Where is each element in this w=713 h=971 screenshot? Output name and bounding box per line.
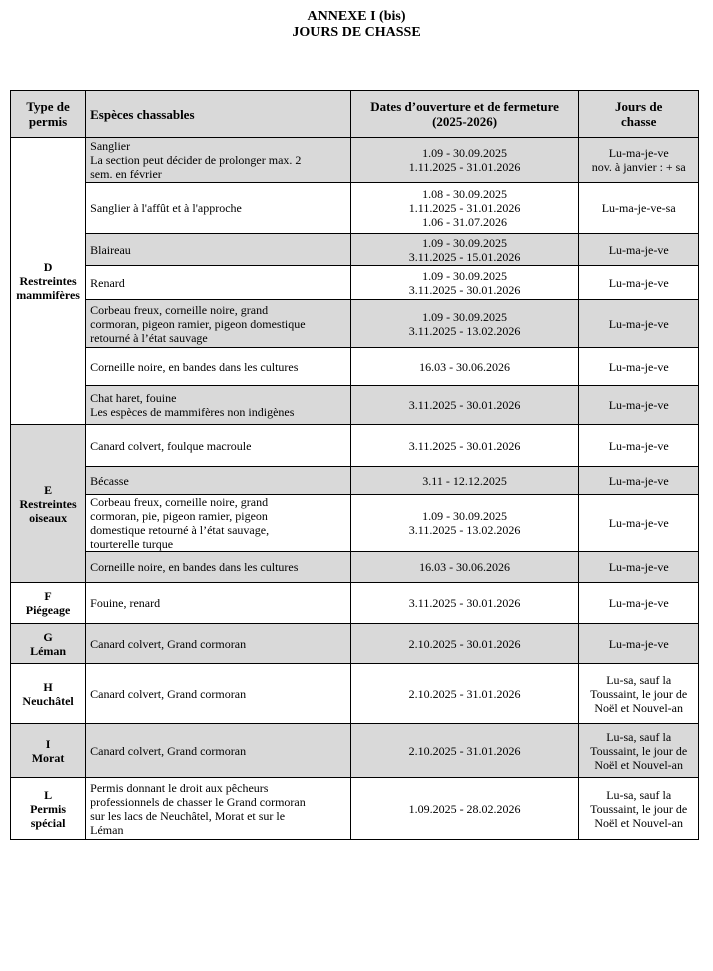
species-cell: Corneille noire, en bandes dans les cultures [86, 348, 351, 386]
title-line-1: ANNEXE I (bis) [307, 9, 406, 24]
table-row [11, 778, 699, 840]
table-header-row [11, 91, 699, 138]
permit-type-cell: H Neuchâtel [11, 664, 86, 724]
hunting-days-cell: Lu-ma-je-ve [579, 552, 699, 583]
table-row [11, 664, 699, 724]
table-row [11, 425, 699, 467]
dates-cell: 16.03 - 30.06.2026 [350, 552, 579, 583]
species-cell: Canard colvert, Grand cormoran [86, 624, 351, 664]
table-row [11, 266, 699, 300]
permit-type-cell: G Léman [11, 624, 86, 664]
permit-type-cell: D Restreintes mammifères [11, 138, 86, 425]
table-row [11, 234, 699, 266]
permit-type-cell: I Morat [11, 724, 86, 778]
hunting-days-cell: Lu-ma-je-ve [579, 234, 699, 266]
dates-cell: 3.11.2025 - 30.01.2026 [350, 583, 579, 624]
permit-type-cell: L Permis spécial [11, 778, 86, 840]
hunting-days-cell: Lu-ma-je-ve [579, 624, 699, 664]
dates-cell: 1.09 - 30.09.2025 3.11.2025 - 13.02.2026 [350, 300, 579, 348]
hunting-days-cell: Lu-sa, sauf la Toussaint, le jour de Noël et Nouvel-an [579, 778, 699, 840]
title-line-2: JOURS DE CHASSE [292, 25, 421, 40]
species-cell: Corbeau freux, corneille noire, grand cormoran, pie, pigeon ramier, pigeon domestique retourné à l’état sauvage, tourterelle turque [86, 495, 351, 552]
dates-cell: 1.09 - 30.09.2025 3.11.2025 - 30.01.2026 [350, 266, 579, 300]
hunting-days-cell: Lu-ma-je-ve-sa [579, 183, 699, 234]
hunting-days-cell: Lu-ma-je-ve [579, 425, 699, 467]
table-row [11, 138, 699, 183]
header-species: Espèces chassables [86, 91, 351, 138]
header-permit-type: Type de permis [11, 91, 86, 138]
species-cell: Corbeau freux, corneille noire, grand cormoran, pigeon ramier, pigeon domestique retourné à l’état sauvage [86, 300, 351, 348]
permit-type-cell: F Piégeage [11, 583, 86, 624]
species-cell: Canard colvert, Grand cormoran [86, 664, 351, 724]
dates-cell: 16.03 - 30.06.2026 [350, 348, 579, 386]
header-hunting-days: Jours de chasse [579, 91, 699, 138]
hunting-days-cell: Lu-ma-je-ve [579, 583, 699, 624]
hunting-days-cell: Lu-ma-je-ve [579, 348, 699, 386]
dates-cell: 2.10.2025 - 31.01.2026 [350, 664, 579, 724]
table-row [11, 183, 699, 234]
dates-cell: 3.11 - 12.12.2025 [350, 467, 579, 495]
hunting-days-cell: Lu-ma-je-ve [579, 386, 699, 425]
hunting-days-cell: Lu-sa, sauf la Toussaint, le jour de Noël et Nouvel-an [579, 724, 699, 778]
dates-cell: 1.08 - 30.09.2025 1.11.2025 - 31.01.2026 1.06 - 31.07.2026 [350, 183, 579, 234]
species-cell: Chat haret, fouine Les espèces de mammifères non indigènes [86, 386, 351, 425]
species-cell: Bécasse [86, 467, 351, 495]
hunting-days-cell: Lu-ma-je-ve [579, 300, 699, 348]
hunting-days-cell: Lu-ma-je-ve [579, 266, 699, 300]
species-cell: Corneille noire, en bandes dans les cultures [86, 552, 351, 583]
table-row [11, 467, 699, 495]
table-row [11, 552, 699, 583]
hunting-days-cell: Lu-sa, sauf la Toussaint, le jour de Noël et Nouvel-an [579, 664, 699, 724]
permit-type-cell: E Restreintes oiseaux [11, 425, 86, 583]
species-cell: Canard colvert, foulque macroule [86, 425, 351, 467]
dates-cell: 1.09 - 30.09.2025 3.11.2025 - 13.02.2026 [350, 495, 579, 552]
species-cell: Renard [86, 266, 351, 300]
dates-cell: 1.09 - 30.09.2025 3.11.2025 - 15.01.2026 [350, 234, 579, 266]
dates-cell: 1.09.2025 - 28.02.2026 [350, 778, 579, 840]
dates-cell: 1.09 - 30.09.2025 1.11.2025 - 31.01.2026 [350, 138, 579, 183]
table-row [11, 348, 699, 386]
hunting-days-table [10, 90, 699, 840]
species-cell: Sanglier La section peut décider de prolonger max. 2 sem. en février [86, 138, 351, 183]
hunting-days-cell: Lu-ma-je-ve [579, 467, 699, 495]
table-row [11, 495, 699, 552]
table-body [11, 138, 699, 840]
table-row [11, 300, 699, 348]
page-title [0, 9, 713, 41]
species-cell: Fouine, renard [86, 583, 351, 624]
dates-cell: 3.11.2025 - 30.01.2026 [350, 386, 579, 425]
table-row [11, 624, 699, 664]
hunting-days-cell: Lu-ma-je-ve [579, 495, 699, 552]
species-cell: Canard colvert, Grand cormoran [86, 724, 351, 778]
dates-cell: 2.10.2025 - 31.01.2026 [350, 724, 579, 778]
table-row [11, 386, 699, 425]
table-row [11, 724, 699, 778]
hunting-days-cell: Lu-ma-je-ve nov. à janvier : + sa [579, 138, 699, 183]
species-cell: Permis donnant le droit aux pêcheurs professionnels de chasser le Grand cormoran sur les lacs de Neuchâtel, Morat et sur le Léman [86, 778, 351, 840]
dates-cell: 3.11.2025 - 30.01.2026 [350, 425, 579, 467]
species-cell: Blaireau [86, 234, 351, 266]
species-cell: Sanglier à l'affût et à l'approche [86, 183, 351, 234]
header-dates: Dates d’ouverture et de fermeture (2025-2026) [350, 91, 579, 138]
dates-cell: 2.10.2025 - 30.01.2026 [350, 624, 579, 664]
table-row [11, 583, 699, 624]
